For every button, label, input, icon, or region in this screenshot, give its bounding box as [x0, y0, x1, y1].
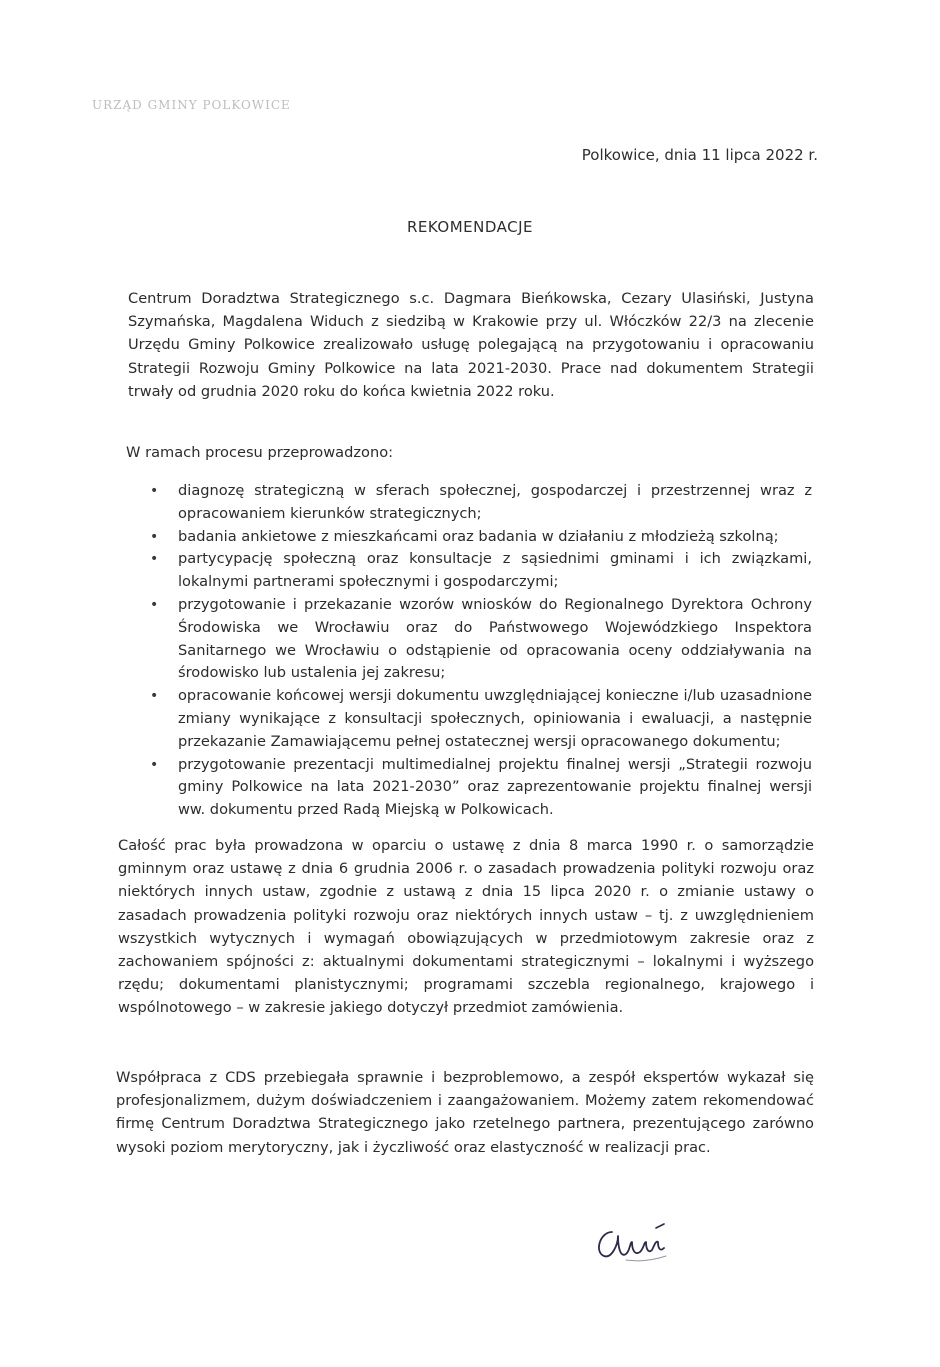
list-item-text: badania ankietowe z mieszkańcami oraz badania w działaniu z młodzieżą szkolną; — [178, 527, 779, 545]
signature-block — [530, 1200, 750, 1310]
process-intro: W ramach procesu przeprowadzono: — [126, 444, 394, 461]
list-item-text: partycypację społeczną oraz konsultacje z sąsiednimi gminami i ich związkami, lokalnymi partnerami społecznymi i gospodarczymi; — [178, 550, 812, 591]
stamp-title: URZĄD GMINY POLKOWICE — [92, 98, 291, 112]
intro-paragraph: Centrum Doradztwa Strategicznego s.c. Dagmara Bieńkowska, Cezary Ulasiński, Justyna Szymańska, Magdalena Widuch z siedzibą w Krakowie przy ul. Włóczków 22/3 na zlecenie Urzędu Gminy Polkowice zrealizowało usługę polegającą na przygotowaniu i opracowaniu Strategii Rozwoju Gminy Polkowice na lata 2021-2030. Prace nad dokumentem Strategii trwały od grudnia 2020 roku do końca kwietnia 2022 roku. — [128, 290, 814, 400]
list-item-text: przygotowanie i przekazanie wzorów wniosków do Regionalnego Dyrektora Ochrony Środowiska we Wrocławiu oraz do Państwowego Wojewódzkiego Inspektora Sanitarnego we Wrocławiu o odstąpienie od opracowania oceny oddziaływania na środowisko lub ustalenia jej zakresu; — [178, 595, 812, 682]
bullet-icon: • — [150, 756, 159, 773]
letter-title: REKOMENDACJE — [406, 218, 534, 236]
list-item-text: przygotowanie prezentacji multimedialnej projektu finalnej wersji „Strategii rozwoju gminy Polkowice na lata 2021-2030” oraz zaprezentowanie projektu finalnej wersji ww. dokumentu przed Radą Miejską w Polkowicach. — [178, 755, 812, 819]
bullet-icon: • — [150, 688, 159, 705]
letter-date: Polkowice, dnia 11 lipca 2022 r. — [581, 146, 818, 164]
legal-basis-paragraph: Całość prac była prowadzona w oparciu o ustawę z dnia 8 marca 1990 r. o samorządzie gminnym oraz ustawę z dnia 6 grudnia 2006 r. o zasadach prowadzenia polityki rozwoju oraz niektórych innych ustaw, zgodnie z ustawą z dnia 15 lipca 2020 r. o zmianie ustawy o zasadach prowadzenia polityki rozwoju oraz niektórych innych ustaw – tj. z uwzględnieniem wszystkich wytycznych i wymagań obowiązujących w przedmiotowym zakresie oraz z zachowaniem spójności z: aktualnymi dokumentami strategicznymi – lokalnymi i wyższego rzędu; dokumentami planistycznymi; programami szczebla regionalnego, krajowego i wspólnotowego – w zakresie jakiego dotyczył przedmiot zamówienia. — [118, 837, 814, 1017]
signature-stamp-faint — [538, 1274, 541, 1284]
bullet-icon: • — [150, 528, 159, 545]
process-list — [150, 480, 812, 822]
bullet-icon: • — [150, 483, 159, 499]
list-item-text: diagnozę strategiczną w sferach społecznej, gospodarczej i przestrzennej wraz z opracowaniem kierunków strategicznych; — [178, 482, 812, 522]
stamp-faint-line — [92, 128, 292, 143]
bullet-icon: • — [150, 596, 159, 613]
recommendation-paragraph: Współpraca z CDS przebiegała sprawnie i bezproblemowo, a zespół ekspertów wykazał się profesjonalizmem, dużym doświadczeniem i zaangażowaniem. Możemy zatem rekomendować firmę Centrum Doradztwa Strategicznego jako rzetelnego partnera, prezentującego zarówno wysoki poziom merytoryczny, jak i życzliwość oraz elastyczność w realizacji prac. — [116, 1069, 814, 1156]
list-item — [150, 526, 812, 549]
signature-stamp-faint — [550, 1216, 555, 1226]
list-item — [150, 548, 812, 594]
list-item-text: opracowanie końcowej wersji dokumentu uwzględniającej konieczne i/lub uzasadnione zmiany wynikające z konsultacji społecznych, opiniowania i ewaluacji, a następnie przekazanie Zamawiającemu pełnej ostatecznej wersji opracowanego dokumentu; — [178, 687, 812, 750]
stamp-faint-line — [92, 113, 292, 128]
list-item — [150, 594, 812, 685]
office-stamp — [92, 98, 292, 143]
list-item — [150, 685, 812, 753]
signature-stamp-faint — [580, 1260, 583, 1269]
handwritten-signature-icon — [590, 1218, 680, 1268]
list-item — [150, 754, 812, 822]
list-item — [150, 480, 812, 526]
bullet-icon: • — [150, 551, 159, 568]
